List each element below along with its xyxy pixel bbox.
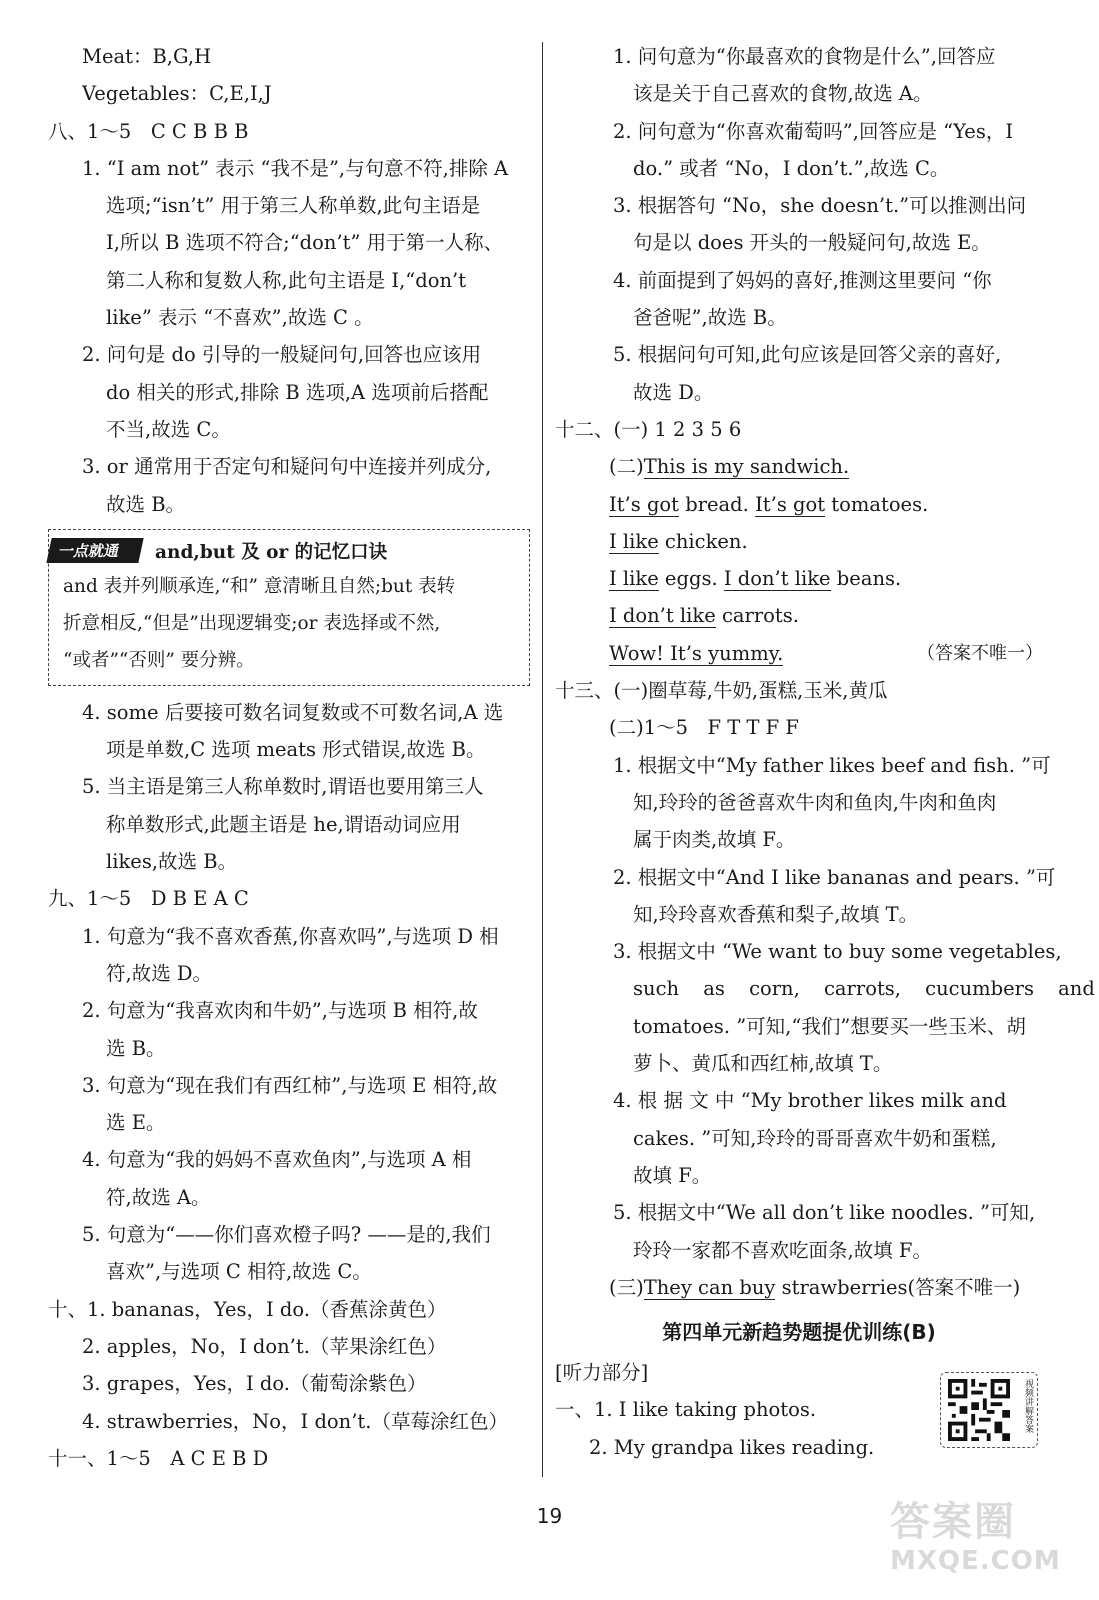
section-13-part-3 [555, 1269, 1043, 1306]
underlined-answer: Wow! It’s yummy. [609, 641, 784, 665]
text-line: 故填 F。 [633, 1163, 712, 1187]
section-12-line-4 [555, 560, 1043, 597]
section-11-heading: 十一、1～5 A C E B D [48, 1446, 269, 1470]
text-line: do 相关的形式,排除 B 选项,A 选项前后搭配 [106, 380, 489, 404]
section-12-line-1 [555, 448, 1043, 485]
answer-text: tomatoes. [825, 492, 929, 516]
underlined-answer: I don’t like [723, 567, 831, 591]
text-line: 2. apples，No，I don’t.（苹果涂红色） [82, 1334, 447, 1358]
page-number: 19 [536, 1504, 563, 1528]
left-column [48, 38, 533, 1477]
text-line: such as corn, carrots, cucumbers and [633, 977, 1095, 1001]
section-13-heading: 十三、(一)圈草莓,牛奶,蛋糕,玉米,黄瓜 [555, 679, 888, 703]
text-line: 选 E。 [106, 1111, 166, 1135]
text-line: 选项;“isn’t” 用于第三人称单数,此句主语是 [106, 194, 481, 218]
text-line: 第二人称和复数人称,此句主语是 I,“don’t [106, 268, 467, 292]
section-12-line-2 [555, 486, 1043, 523]
text-line: 称单数形式,此题主语是 he,谓语动词应用 [106, 812, 461, 836]
text-line: do.” 或者 “No，I don’t.”,故选 C。 [633, 156, 950, 180]
underlined-answer: I don’t like [609, 604, 716, 628]
answer-text: carrots. [715, 604, 799, 628]
text-line: 5. 句意为“——你们喜欢橙子吗? ——是的,我们 [82, 1223, 491, 1247]
text-line: 喜欢”,与选项 C 相符,故选 C。 [106, 1260, 372, 1284]
listening-label: [听力部分] [555, 1361, 649, 1385]
section-11-explanations [555, 38, 1043, 411]
section-8-heading: 八、1～5 C C B B B [48, 119, 249, 143]
text-line: I,所以 B 选项不符合;“don’t” 用于第一人称、 [106, 231, 504, 255]
listening-line-1: 一、1. I like taking photos. [555, 1398, 817, 1422]
answer-text: strawberries(答案不唯一) [775, 1275, 1021, 1299]
text-line: tomatoes. ”可知,“我们”想要买一些玉米、胡 [633, 1014, 1026, 1038]
tip-box [48, 529, 530, 686]
answer-meat: Meat：B,G,H [82, 45, 212, 68]
text-line: 4. 句意为“我的妈妈不喜欢鱼肉”,与选项 A 相 [82, 1148, 472, 1172]
text-line: 4. 根 据 文 中 “My brother likes milk and [613, 1089, 1007, 1113]
text-line: 萝卜、黄瓜和西红柿,故填 T。 [633, 1052, 893, 1076]
underlined-answer: I like [609, 567, 659, 591]
text-line: 3. grapes，Yes，I do.（葡萄涂紫色） [82, 1372, 427, 1396]
text-line: 知,玲玲喜欢香蕉和梨子,故填 T。 [633, 902, 919, 926]
watermark-text: 答案圈 [890, 1499, 1016, 1545]
section-9-explanations [48, 918, 533, 1291]
underlined-answer: They can buy [643, 1275, 776, 1299]
answer-vegetables: Vegetables：C,E,I,J [82, 82, 272, 106]
answer-text: beans. [830, 567, 902, 591]
text-line: 该是关于自己喜欢的食物,故选 A。 [633, 82, 933, 106]
tip-title: and,but 及 or 的记忆口诀 [155, 541, 388, 563]
text-line: 1. 问句意为“你最喜欢的食物是什么”,回答应 [613, 45, 996, 68]
sub-label: (二) [609, 455, 644, 479]
qr-caption: 视频讲解答案 [1023, 1379, 1033, 1433]
text-line: 2. 根据文中“And I like bananas and pears. ”可 [613, 865, 1056, 889]
text-line: 4. 前面提到了妈妈的喜好,推测这里要问 “你 [613, 268, 992, 292]
answer-note: （答案不唯一） [917, 642, 1043, 664]
watermark-url: MXQE.COM [890, 1546, 1061, 1576]
underlined-answer: This is my sandwich. [643, 455, 850, 479]
unit-title: 第四单元新趋势题提优训练(B) [662, 1320, 936, 1345]
right-column [555, 38, 1095, 1466]
text-line: 2. 问句意为“你喜欢葡萄吗”,回答应是 “Yes，I [613, 119, 1014, 143]
text-line: 句是以 does 开头的一般疑问句,故选 E。 [633, 231, 991, 255]
text-line: 1. “I am not” 表示 “我不是”,与句意不符,排除 A [82, 156, 509, 180]
text-line: 5. 根据问句可知,此句应该是回答父亲的喜好, [613, 343, 1002, 367]
underlined-answer: It’s got [609, 492, 680, 516]
text-line: 4. some 后要接可数名词复数或不可数名词,A 选 [82, 700, 504, 724]
section-12-line-6 [555, 635, 1043, 672]
text-line: 项是单数,C 选项 meats 形式错误,故选 B。 [106, 738, 486, 762]
underlined-answer: I like [609, 529, 659, 553]
text-line: 4. strawberries，No，I don’t.（草莓涂红色） [82, 1409, 508, 1433]
section-12-line-3 [555, 523, 1043, 560]
section-8-explanations-cont [48, 694, 533, 880]
text-line: 3. 根据文中 “We want to buy some vegetables, [613, 940, 1062, 964]
text-line: 故选 D。 [633, 380, 714, 404]
text-line: 5. 根据文中“We all don’t like noodles. ”可知, [613, 1201, 1036, 1225]
text-line: 5. 当主语是第三人称单数时,谓语也要用第三人 [82, 775, 484, 799]
text-line: like” 表示 “不喜欢”,故选 C 。 [106, 306, 374, 330]
section-10-heading: 十、1. bananas，Yes，I do.（香蕉涂黄色） [48, 1297, 447, 1321]
text-line: 属于肉类,故填 F。 [633, 828, 796, 852]
text-line: 2. 问句是 do 引导的一般疑问句,回答也应该用 [82, 343, 482, 367]
tip-line: 折意相反,“但是”出现逻辑变;or 表选择或不然, [63, 612, 441, 634]
answer-text: chicken. [658, 529, 748, 553]
tip-header [49, 534, 515, 568]
answer-text: bread. [679, 492, 756, 516]
section-12-line-5 [555, 597, 1043, 634]
sub-label: (三) [609, 1275, 644, 1299]
text-line: 故选 B。 [106, 492, 186, 516]
text-line: 知,玲玲的爸爸喜欢牛肉和鱼肉,牛肉和鱼肉 [633, 790, 997, 814]
section-13-explanations [555, 747, 1095, 1269]
text-line: 符,故选 A。 [106, 1185, 211, 1209]
section-9-heading: 九、1～5 D B E A C [48, 887, 249, 911]
tip-line: and 表并列顺承连,“和” 意清晰且自然;but 表转 [63, 575, 456, 597]
section-13-sub-heading: (二)1～5 F T T F F [609, 716, 799, 740]
text-line: 3. 句意为“现在我们有西红柿”,与选项 E 相符,故 [82, 1073, 498, 1097]
section-12-heading: 十二、(一) 1 2 3 5 6 [555, 417, 742, 441]
text-line: 不当,故选 C。 [106, 417, 231, 441]
text-line: 1. 根据文中“My father likes beef and fish. ”可 [613, 753, 1051, 777]
tip-line: “或者”“否则” 要分辨。 [63, 649, 255, 671]
text-line: 2. 句意为“我喜欢肉和牛奶”,与选项 B 相符,故 [82, 999, 478, 1023]
underlined-answer: It’s got [755, 492, 826, 516]
listening-line-2: 2. My grandpa likes reading. [589, 1435, 875, 1459]
text-line: 3. 根据答句 “No，she doesn’t.”可以推测出问 [613, 194, 1027, 218]
text-line: 3. or 通常用于否定句和疑问句中连接并列成分, [82, 455, 492, 479]
column-divider [542, 42, 543, 1477]
qr-code[interactable] [940, 1372, 1038, 1448]
qr-pattern-icon [947, 1379, 1011, 1441]
text-line: 1. 句意为“我不喜欢香蕉,你喜欢吗”,与选项 D 相 [82, 924, 499, 948]
text-line: likes,故选 B。 [106, 850, 238, 874]
text-line: 爸爸呢”,故选 B。 [633, 306, 787, 330]
text-line: 选 B。 [106, 1036, 166, 1060]
text-line: 玲玲一家都不喜欢吃面条,故填 F。 [633, 1238, 932, 1262]
text-line: cakes. ”可知,玲玲的哥哥喜欢牛奶和蛋糕, [633, 1126, 997, 1150]
tip-tag: 一点就通 [46, 538, 143, 563]
watermark [890, 1498, 1080, 1586]
section-8-explanations [48, 150, 533, 523]
answer-text: eggs. [658, 567, 724, 591]
text-line: 符,故选 D。 [106, 961, 213, 985]
